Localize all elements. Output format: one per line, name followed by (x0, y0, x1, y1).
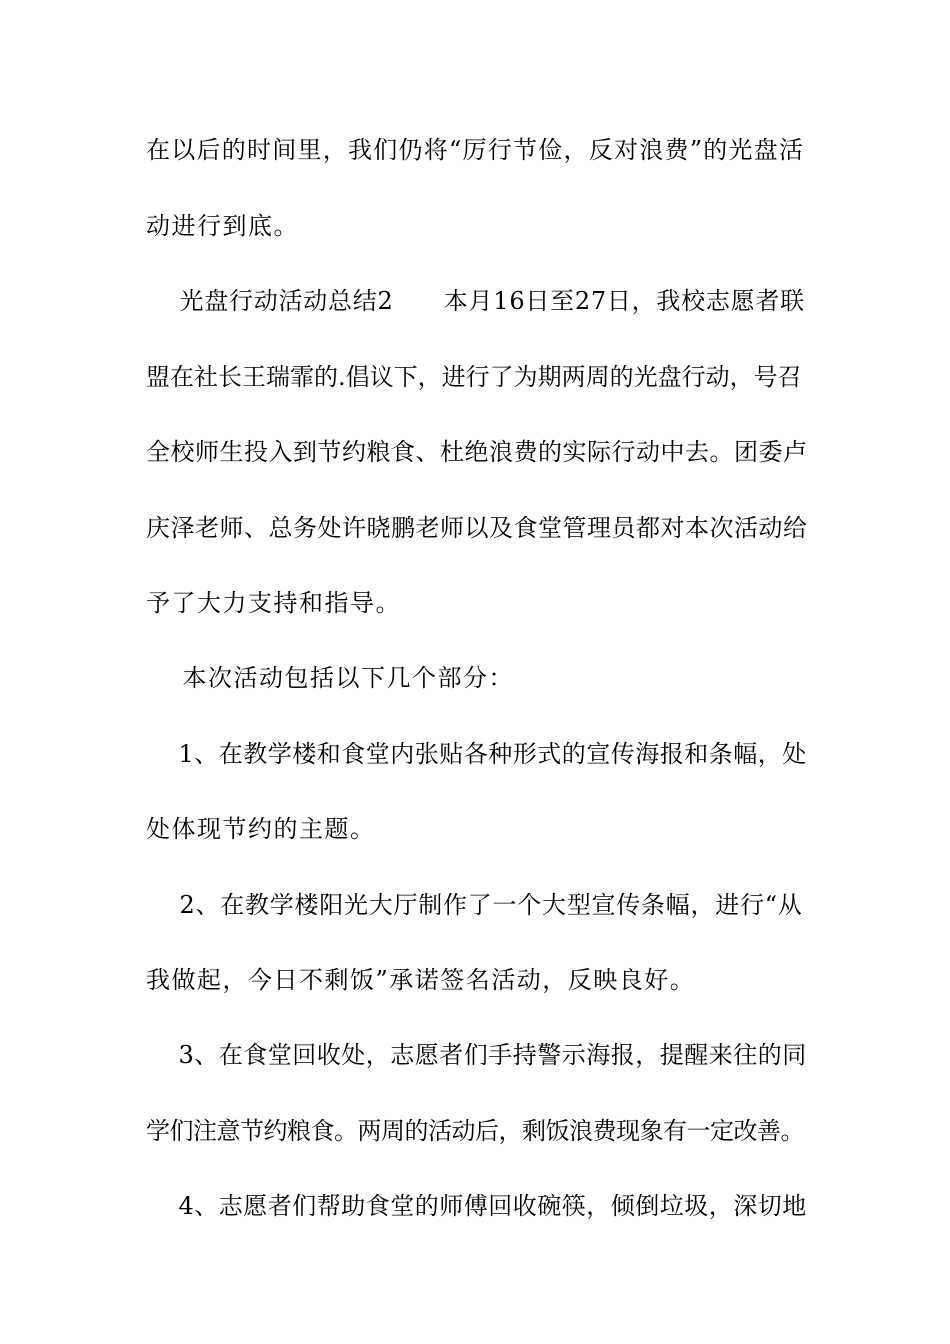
text-line-7: 予了大力支持和指导。 (146, 589, 401, 617)
text-line-8: 本次活动包括以下几个部分： (146, 664, 515, 692)
text-line-15: 4、志愿者们帮助食堂的师傅回收碗筷，倾倒垃圾，深切地 (146, 1192, 807, 1220)
text-line-9: 1、在教学楼和食堂内张贴各种形式的宣传海报和条幅，处 (146, 740, 807, 768)
text-line-14: 学们注意节约粮食。两周的活动后，剩饭浪费现象有一定改善。 (146, 1117, 804, 1145)
text-line-4: 盟在社长王瑞霏的.倡议下，进行了为期两周的光盘行动，号召 (146, 363, 802, 391)
text-line-12: 我做起，今日不剩饭”承诺签名活动，反映良好。 (146, 966, 696, 994)
text-line-6: 庆泽老师、总务处许晓鹏老师以及食堂管理员都对本次活动给 (146, 514, 808, 542)
text-line-2: 动进行到底。 (146, 212, 299, 240)
text-line-13: 3、在食堂回收处，志愿者们手持警示海报，提醒来往的同 (146, 1041, 807, 1069)
text-line-10: 处体现节约的主题。 (146, 815, 376, 843)
text-line-5: 全校师生投入到节约粮食、杜绝浪费的实际行动中去。团委卢 (146, 438, 808, 466)
text-line-1: 在以后的时间里，我们仍将“厉行节俭，反对浪费”的光盘活 (146, 136, 805, 164)
text-line-3: 光盘行动活动总结2 本月16日至27日，我校志愿者联 (146, 287, 805, 315)
text-line-11: 2、在教学楼阳光大厅制作了一个大型宣传条幅，进行“从 (146, 891, 803, 919)
